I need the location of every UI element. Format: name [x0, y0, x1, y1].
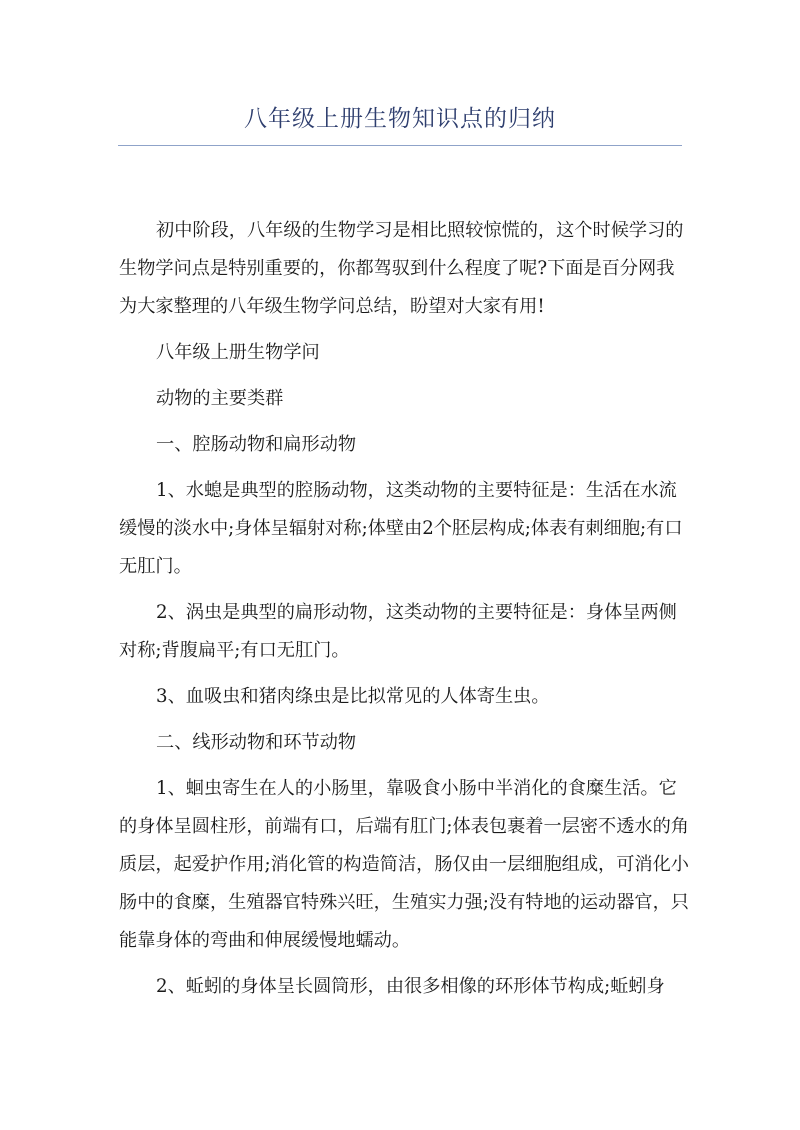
title-divider [118, 145, 682, 146]
paragraph-planaria: 2、涡虫是典型的扁形动物，这类动物的主要特征是：身体呈两侧对称;背腹扁平;有口无肛门。 [119, 602, 677, 661]
paragraph-heading-animal-groups: 动物的主要类群 [156, 388, 284, 409]
document-body [119, 212, 689, 1014]
paragraph-intro: 初中阶段，八年级的生物学习是相比照较惊慌的，这个时候学习的生物学问点是特别重要的，你都驾驭到什么程度了呢?下面是百分网我为大家整理的八年级生物学问总结，盼望对大家有用! [119, 220, 684, 317]
paragraph-hydra: 1、水螅是典型的腔肠动物，这类动物的主要特征是：生活在水流缓慢的淡水中;身体呈辐射对称;体壁由2个胚层构成;体表有刺细胞;有口无肛门。 [119, 480, 683, 577]
document-title: 八年级上册生物知识点的归纳 [244, 106, 556, 132]
paragraph-earthworm: 2、蚯蚓的身体呈长圆筒形，由很多相像的环形体节构成;蚯蚓身 [156, 976, 665, 997]
paragraph-section-1-heading: 一、腔肠动物和扁形动物 [156, 434, 357, 455]
paragraph-parasites: 3、血吸虫和猪肉绦虫是比拟常见的人体寄生虫。 [156, 686, 550, 707]
paragraph-heading-grade8: 八年级上册生物学问 [156, 342, 320, 363]
paragraph-roundworm: 1、蛔虫寄生在人的小肠里，靠吸食小肠中半消化的食糜生活。它的身体呈圆柱形，前端有口，后端有肛门;体表包裹着一层密不透水的角质层，起爱护作用;消化管的构造简洁，肠仅由一层细胞组成，可消化小肠中的食糜，生殖器官特殊兴旺，生殖实力强;没有特地的运动器官，只能靠身体的弯曲和伸展缓慢地蠕动。 [119, 778, 689, 951]
paragraph-section-2-heading: 二、线形动物和环节动物 [156, 732, 357, 753]
